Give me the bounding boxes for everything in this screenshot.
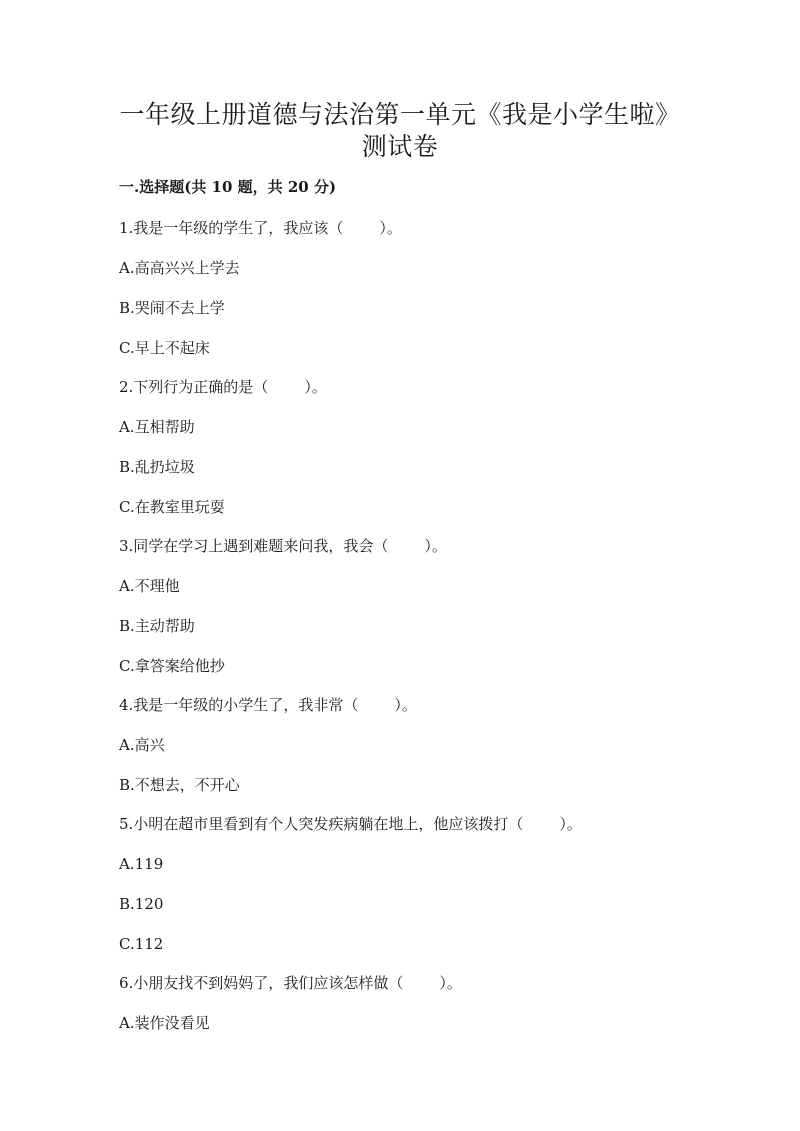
question-5-option-c: C.112	[119, 935, 164, 953]
question-1-option-a: A.高高兴兴上学去	[119, 259, 240, 277]
question-1-stem	[119, 218, 402, 238]
question-4-stem	[119, 695, 417, 715]
question-stem-text: 2.下列行为正确的是（	[119, 378, 269, 396]
question-5-stem	[119, 814, 582, 834]
exam-title-line-1: 一年级上册道德与法治第一单元《我是小学生啦》	[119, 100, 681, 129]
question-stem-end: ）。	[559, 815, 582, 833]
question-6-option-a: A.装作没看见	[119, 1014, 210, 1032]
question-3-option-b: B.主动帮助	[119, 617, 195, 635]
question-stem-end: ）。	[394, 696, 417, 714]
question-3-option-c: C.拿答案给他抄	[119, 657, 225, 675]
section-heading: 一.选择题(共 10 题，共 20 分)	[119, 178, 337, 196]
question-3-stem	[119, 536, 447, 556]
question-stem-text: 4.我是一年级的小学生了，我非常（	[119, 696, 359, 714]
question-5-option-a: A.119	[119, 855, 164, 873]
question-stem-text: 5.小明在超市里看到有个人突发疾病躺在地上，他应该拨打（	[119, 815, 524, 833]
question-stem-text: 6.小朋友找不到妈妈了，我们应该怎样做（	[119, 974, 404, 992]
question-2-option-b: B.乱扔垃圾	[119, 458, 195, 476]
question-stem-end: ）。	[379, 219, 402, 237]
question-2-option-a: A.互相帮助	[119, 418, 195, 436]
question-2-stem	[119, 377, 327, 397]
question-1-option-c: C.早上不起床	[119, 339, 210, 357]
question-4-option-b: B.不想去，不开心	[119, 776, 240, 794]
question-4-option-a: A.高兴	[119, 736, 165, 754]
question-6-stem	[119, 973, 462, 993]
question-1-option-b: B.哭闹不去上学	[119, 299, 225, 317]
question-stem-text: 1.我是一年级的学生了，我应该（	[119, 219, 344, 237]
question-2-option-c: C.在教室里玩耍	[119, 498, 225, 516]
question-3-option-a: A.不理他	[119, 577, 180, 595]
question-stem-text: 3.同学在学习上遇到难题来问我，我会（	[119, 537, 389, 555]
exam-title-line-2: 测试卷	[361, 132, 439, 161]
question-stem-end: ）。	[439, 974, 462, 992]
question-stem-end: ）。	[304, 378, 327, 396]
question-stem-end: ）。	[424, 537, 447, 555]
question-5-option-b: B.120	[119, 895, 164, 913]
